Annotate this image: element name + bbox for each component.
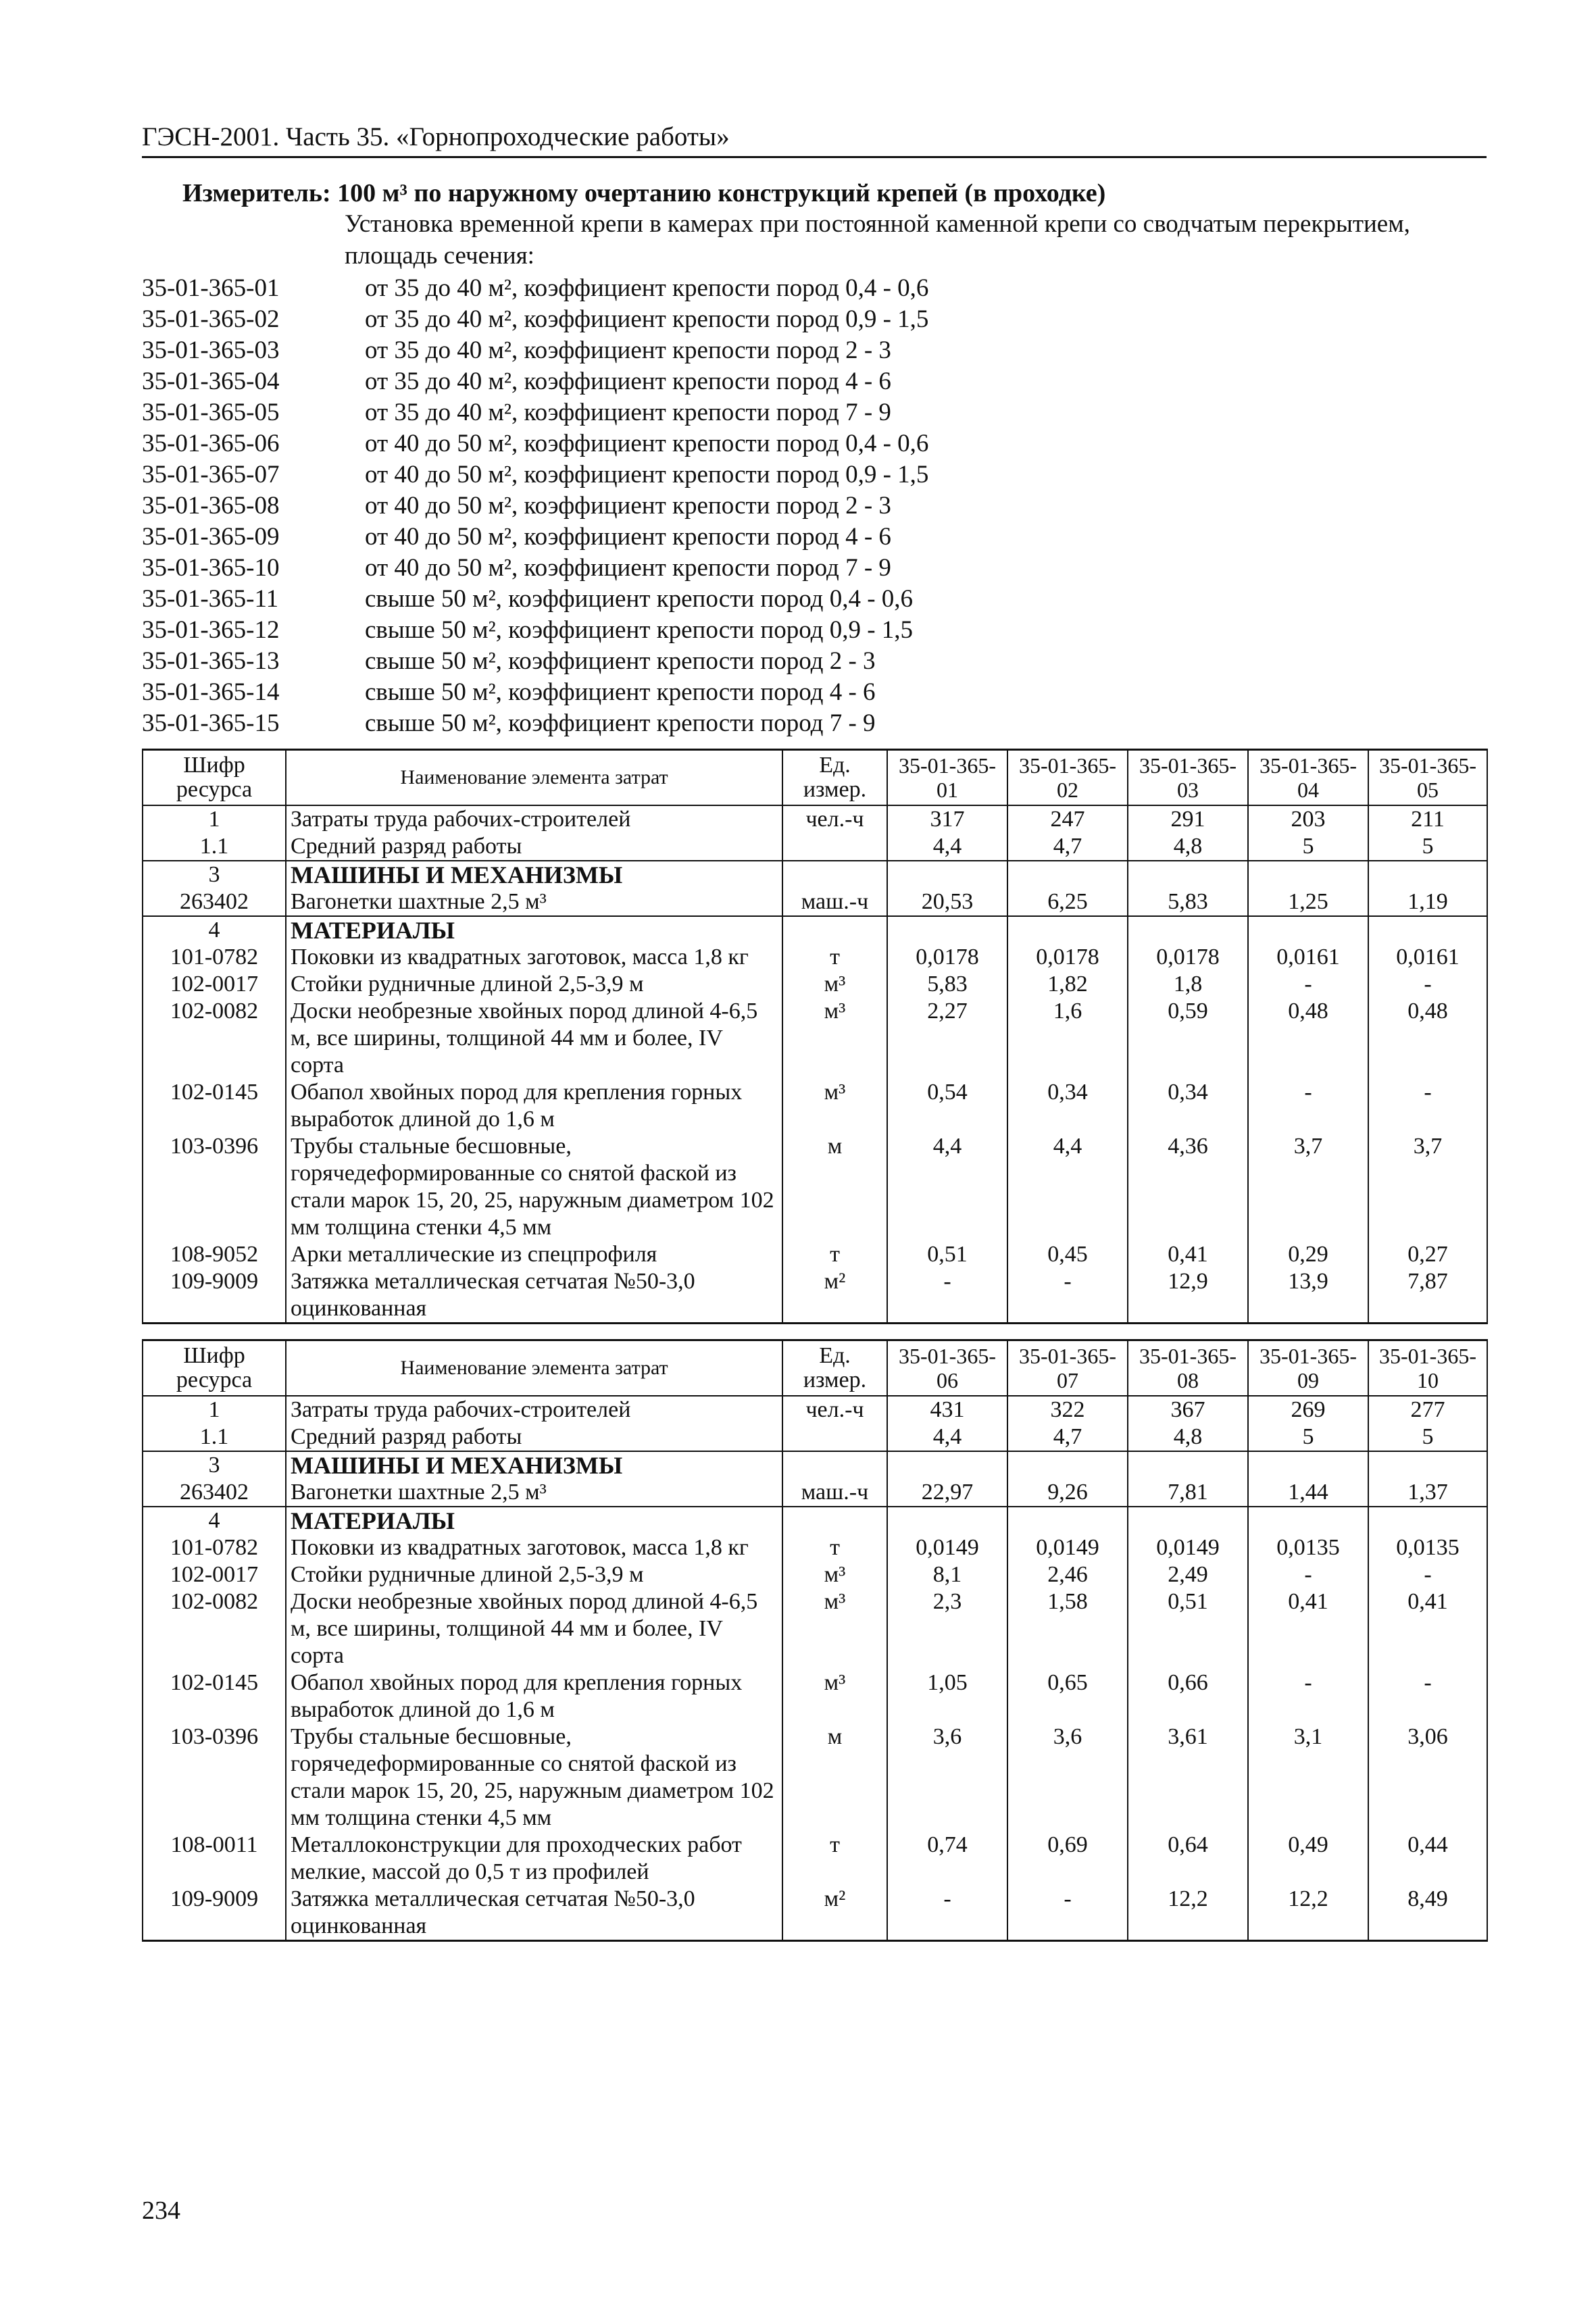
- value-cell: 0,0178: [1128, 944, 1248, 971]
- section-title: МАШИНЫ И МЕХАНИЗМЫ: [286, 1451, 782, 1479]
- value-cell: 211: [1368, 805, 1487, 833]
- value-cell: 0,0149: [1007, 1534, 1128, 1561]
- header-norm-column: 35-01-365-09: [1248, 1340, 1368, 1397]
- element-name: Арки металлические из спецпрофиля: [286, 1241, 782, 1268]
- value-cell: 22,97: [887, 1479, 1007, 1507]
- element-name: Затраты труда рабочих-строителей: [286, 1396, 782, 1424]
- value-cell: 4,7: [1007, 833, 1128, 861]
- header-norm-column: 35-01-365-05: [1368, 750, 1487, 806]
- table-row: [143, 916, 1487, 944]
- table-row: [143, 1479, 1487, 1507]
- norm-code: 35-01-365-13: [142, 647, 280, 675]
- resource-code: 109-9009: [143, 1886, 286, 1941]
- norm-code: 35-01-365-10: [142, 554, 280, 582]
- value-cell: [1368, 916, 1487, 944]
- table-row: [143, 1396, 1487, 1424]
- value-cell: -: [1248, 1669, 1368, 1724]
- norm-description: от 40 до 50 м², коэффициент крепости пород 2 - 3: [365, 492, 891, 520]
- value-cell: 322: [1007, 1396, 1128, 1424]
- table-row: [143, 1241, 1487, 1268]
- unit-cell: т: [782, 944, 887, 971]
- header-resource-code: Шифр ресурса: [143, 1340, 286, 1397]
- norm-description: от 40 до 50 м², коэффициент крепости пород 0,4 - 0,6: [365, 430, 929, 457]
- value-cell: 431: [887, 1396, 1007, 1424]
- value-cell: 0,41: [1368, 1588, 1487, 1669]
- value-cell: 291: [1128, 805, 1248, 833]
- resource-code: 102-0082: [143, 998, 286, 1079]
- resource-table: [142, 1339, 1488, 1942]
- section-title: МАТЕРИАЛЫ: [286, 916, 782, 944]
- unit-cell: т: [782, 1832, 887, 1886]
- unit-cell: чел.-ч: [782, 805, 887, 833]
- norm-code: 35-01-365-07: [142, 461, 280, 488]
- value-cell: 5,83: [887, 971, 1007, 998]
- table-row: [143, 1133, 1487, 1241]
- value-cell: 0,41: [1248, 1588, 1368, 1669]
- element-name: Поковки из квадратных заготовок, масса 1,8 кг: [286, 1534, 782, 1561]
- value-cell: -: [1248, 1079, 1368, 1133]
- value-cell: 13,9: [1248, 1268, 1368, 1324]
- code-list-item: [142, 459, 1487, 491]
- value-cell: 0,51: [1128, 1588, 1248, 1669]
- unit-cell: [782, 916, 887, 944]
- value-cell: 0,0135: [1368, 1534, 1487, 1561]
- unit-cell: маш.-ч: [782, 888, 887, 916]
- table-header-row: [143, 750, 1487, 806]
- value-cell: 0,0149: [887, 1534, 1007, 1561]
- value-cell: 1,8: [1128, 971, 1248, 998]
- value-cell: 4,7: [1007, 1424, 1128, 1451]
- table-header-row: [143, 1340, 1487, 1397]
- value-cell: -: [1368, 1079, 1487, 1133]
- value-cell: [1368, 861, 1487, 888]
- value-cell: 1,82: [1007, 971, 1128, 998]
- code-list-item: [142, 646, 1487, 677]
- code-list-item: [142, 708, 1487, 739]
- value-cell: 0,48: [1368, 998, 1487, 1079]
- value-cell: 0,48: [1248, 998, 1368, 1079]
- code-list-item: [142, 553, 1487, 584]
- resource-code: 101-0782: [143, 944, 286, 971]
- norm-description: от 40 до 50 м², коэффициент крепости пород 4 - 6: [365, 523, 891, 551]
- header-element-name: Наименование элемента затрат: [286, 1340, 782, 1397]
- header-resource-code: Шифр ресурса: [143, 750, 286, 806]
- header-norm-column: 35-01-365-03: [1128, 750, 1248, 806]
- unit-cell: [782, 1424, 887, 1451]
- measure-heading: Измеритель: 100 м³ по наружному очертанию конструкций крепей (в проходке): [182, 179, 1106, 207]
- resource-code: 3: [143, 1451, 286, 1479]
- unit-cell: м²: [782, 1886, 887, 1941]
- value-cell: 0,54: [887, 1079, 1007, 1133]
- value-cell: 8,49: [1368, 1886, 1487, 1941]
- value-cell: [1368, 1507, 1487, 1534]
- header-norm-column: 35-01-365-04: [1248, 750, 1368, 806]
- value-cell: [887, 1451, 1007, 1479]
- value-cell: 2,49: [1128, 1561, 1248, 1588]
- value-cell: [1007, 1507, 1128, 1534]
- value-cell: [1128, 1451, 1248, 1479]
- section-title: МАШИНЫ И МЕХАНИЗМЫ: [286, 861, 782, 888]
- norm-code: 35-01-365-04: [142, 368, 280, 395]
- resource-code: 102-0145: [143, 1079, 286, 1133]
- header-norm-column: 35-01-365-10: [1368, 1340, 1487, 1397]
- element-name: Вагонетки шахтные 2,5 м³: [286, 1479, 782, 1507]
- table-row: [143, 1507, 1487, 1534]
- element-name: Обапол хвойных пород для крепления горных выработок длиной до 1,6 м: [286, 1079, 782, 1133]
- header-norm-column: 35-01-365-02: [1007, 750, 1128, 806]
- value-cell: 3,6: [887, 1724, 1007, 1832]
- norm-code: 35-01-365-11: [142, 585, 279, 613]
- value-cell: -: [1368, 971, 1487, 998]
- unit-cell: м: [782, 1133, 887, 1241]
- header-norm-column: 35-01-365-07: [1007, 1340, 1128, 1397]
- norm-description: от 35 до 40 м², коэффициент крепости пород 2 - 3: [365, 336, 891, 364]
- code-list-item: [142, 366, 1487, 397]
- resource-code: 1: [143, 805, 286, 833]
- value-cell: 4,4: [887, 833, 1007, 861]
- norm-code: 35-01-365-01: [142, 274, 280, 302]
- table-row: [143, 888, 1487, 916]
- value-cell: 203: [1248, 805, 1368, 833]
- value-cell: -: [1248, 1561, 1368, 1588]
- value-cell: 0,59: [1128, 998, 1248, 1079]
- value-cell: 1,05: [887, 1669, 1007, 1724]
- unit-cell: маш.-ч: [782, 1479, 887, 1507]
- value-cell: 0,0161: [1248, 944, 1368, 971]
- element-name: Средний разряд работы: [286, 1424, 782, 1451]
- resource-code: 263402: [143, 888, 286, 916]
- norm-code: 35-01-365-06: [142, 430, 280, 457]
- norm-code: 35-01-365-14: [142, 678, 280, 706]
- value-cell: 3,06: [1368, 1724, 1487, 1832]
- table-row: [143, 971, 1487, 998]
- norm-description: свыше 50 м², коэффициент крепости пород 0,4 - 0,6: [365, 585, 914, 613]
- code-list-item: [142, 522, 1487, 553]
- norm-description: свыше 50 м², коэффициент крепости пород 4 - 6: [365, 678, 876, 706]
- value-cell: 0,0161: [1368, 944, 1487, 971]
- code-list-item: [142, 397, 1487, 428]
- value-cell: [887, 861, 1007, 888]
- value-cell: 0,0149: [1128, 1534, 1248, 1561]
- resource-code: 4: [143, 916, 286, 944]
- value-cell: 0,0178: [887, 944, 1007, 971]
- resource-code: 4: [143, 1507, 286, 1534]
- resource-tables: [142, 749, 1487, 1942]
- norm-code: 35-01-365-05: [142, 399, 280, 426]
- value-cell: [1007, 1451, 1128, 1479]
- value-cell: 0,0178: [1007, 944, 1128, 971]
- value-cell: -: [1368, 1561, 1487, 1588]
- resource-code: 102-0082: [143, 1588, 286, 1669]
- code-list: [142, 273, 1487, 739]
- norm-description: от 40 до 50 м², коэффициент крепости пород 7 - 9: [365, 554, 891, 582]
- value-cell: -: [887, 1886, 1007, 1941]
- element-name: Средний разряд работы: [286, 833, 782, 861]
- table-row: [143, 1424, 1487, 1451]
- value-cell: [1248, 861, 1368, 888]
- header-element-name: Наименование элемента затрат: [286, 750, 782, 806]
- value-cell: 1,6: [1007, 998, 1128, 1079]
- value-cell: 1,58: [1007, 1588, 1128, 1669]
- value-cell: [1128, 916, 1248, 944]
- code-list-item: [142, 428, 1487, 459]
- code-list-item: [142, 615, 1487, 646]
- norm-code: 35-01-365-02: [142, 305, 280, 333]
- code-list-item: [142, 584, 1487, 615]
- element-name: Затяжка металлическая сетчатая №50-3,0 оцинкованная: [286, 1268, 782, 1324]
- value-cell: 0,74: [887, 1832, 1007, 1886]
- value-cell: 7,87: [1368, 1268, 1487, 1324]
- unit-cell: т: [782, 1534, 887, 1561]
- value-cell: [887, 1507, 1007, 1534]
- value-cell: 4,8: [1128, 1424, 1248, 1451]
- table-row: [143, 1832, 1487, 1886]
- value-cell: 0,34: [1128, 1079, 1248, 1133]
- table-row: [143, 1724, 1487, 1832]
- value-cell: 0,44: [1368, 1832, 1487, 1886]
- header-norm-column: 35-01-365-01: [887, 750, 1007, 806]
- section-title: МАТЕРИАЛЫ: [286, 1507, 782, 1534]
- value-cell: 4,36: [1128, 1133, 1248, 1241]
- code-list-item: [142, 304, 1487, 335]
- value-cell: [1007, 916, 1128, 944]
- value-cell: 2,3: [887, 1588, 1007, 1669]
- value-cell: 0,51: [887, 1241, 1007, 1268]
- value-cell: 1,25: [1248, 888, 1368, 916]
- element-name: Поковки из квадратных заготовок, масса 1,8 кг: [286, 944, 782, 971]
- value-cell: 0,29: [1248, 1241, 1368, 1268]
- unit-cell: м³: [782, 998, 887, 1079]
- norm-description: свыше 50 м², коэффициент крепости пород 7 - 9: [365, 709, 876, 737]
- value-cell: 317: [887, 805, 1007, 833]
- element-name: Стойки рудничные длиной 2,5-3,9 м: [286, 971, 782, 998]
- value-cell: 12,2: [1128, 1886, 1248, 1941]
- value-cell: 277: [1368, 1396, 1487, 1424]
- value-cell: 1,44: [1248, 1479, 1368, 1507]
- norm-code: 35-01-365-12: [142, 616, 280, 644]
- resource-code: 103-0396: [143, 1724, 286, 1832]
- value-cell: 0,0135: [1248, 1534, 1368, 1561]
- unit-cell: м³: [782, 1669, 887, 1724]
- resource-code: 102-0017: [143, 1561, 286, 1588]
- resource-code: 3: [143, 861, 286, 888]
- value-cell: 7,81: [1128, 1479, 1248, 1507]
- value-cell: 0,41: [1128, 1241, 1248, 1268]
- resource-table: [142, 749, 1488, 1324]
- value-cell: 3,1: [1248, 1724, 1368, 1832]
- unit-cell: м²: [782, 1268, 887, 1324]
- table-row: [143, 1451, 1487, 1479]
- unit-cell: т: [782, 1241, 887, 1268]
- code-list-item: [142, 677, 1487, 708]
- value-cell: [1248, 1507, 1368, 1534]
- unit-cell: м³: [782, 1079, 887, 1133]
- value-cell: [1128, 861, 1248, 888]
- value-cell: 3,61: [1128, 1724, 1248, 1832]
- value-cell: [1248, 1451, 1368, 1479]
- resource-code: 1.1: [143, 1424, 286, 1451]
- unit-cell: [782, 1451, 887, 1479]
- header-norm-column: 35-01-365-06: [887, 1340, 1007, 1397]
- value-cell: 4,4: [1007, 1133, 1128, 1241]
- element-name: Затраты труда рабочих-строителей: [286, 805, 782, 833]
- norm-description: свыше 50 м², коэффициент крепости пород 0,9 - 1,5: [365, 616, 914, 644]
- value-cell: 3,6: [1007, 1724, 1128, 1832]
- value-cell: [1368, 1451, 1487, 1479]
- table-row: [143, 805, 1487, 833]
- value-cell: 4,4: [887, 1424, 1007, 1451]
- value-cell: 12,9: [1128, 1268, 1248, 1324]
- header-unit: Ед. измер.: [782, 1340, 887, 1397]
- resource-code: 1.1: [143, 833, 286, 861]
- table-row: [143, 1886, 1487, 1941]
- element-name: Трубы стальные бесшовные, горячедеформированные со снятой фаской из стали марок 15, 20, 25, наружным диаметром 102 мм толщина стенки 4,5 мм: [286, 1133, 782, 1241]
- element-name: Вагонетки шахтные 2,5 м³: [286, 888, 782, 916]
- header-norm-column: 35-01-365-08: [1128, 1340, 1248, 1397]
- work-description: Установка временной крепи в камерах при постоянной каменной крепи со сводчатым перекрытием, площадь сечения:: [345, 210, 1410, 270]
- resource-code: 108-9052: [143, 1241, 286, 1268]
- table-row: [143, 861, 1487, 888]
- page-number: 234: [142, 2196, 180, 2225]
- norm-code: 35-01-365-15: [142, 709, 280, 737]
- value-cell: 2,46: [1007, 1561, 1128, 1588]
- value-cell: 0,65: [1007, 1669, 1128, 1724]
- table-row: [143, 1588, 1487, 1669]
- norm-description: свыше 50 м², коэффициент крепости пород 2 - 3: [365, 647, 876, 675]
- unit-cell: м³: [782, 1561, 887, 1588]
- unit-cell: [782, 1507, 887, 1534]
- resource-code: 1: [143, 1396, 286, 1424]
- value-cell: -: [887, 1268, 1007, 1324]
- element-name: Доски необрезные хвойных пород длиной 4-6,5 м, все ширины, толщиной 44 мм и более, IV сорта: [286, 998, 782, 1079]
- resource-code: 101-0782: [143, 1534, 286, 1561]
- value-cell: [887, 916, 1007, 944]
- value-cell: -: [1007, 1268, 1128, 1324]
- value-cell: 8,1: [887, 1561, 1007, 1588]
- element-name: Обапол хвойных пород для крепления горных выработок длиной до 1,6 м: [286, 1669, 782, 1724]
- norm-description: от 40 до 50 м², коэффициент крепости пород 0,9 - 1,5: [365, 461, 929, 488]
- code-list-item: [142, 491, 1487, 522]
- document-page: [142, 122, 1487, 1942]
- table-row: [143, 998, 1487, 1079]
- value-cell: 9,26: [1007, 1479, 1128, 1507]
- value-cell: 0,64: [1128, 1832, 1248, 1886]
- norm-code: 35-01-365-09: [142, 523, 280, 551]
- value-cell: 1,37: [1368, 1479, 1487, 1507]
- value-cell: -: [1248, 971, 1368, 998]
- header-unit: Ед. измер.: [782, 750, 887, 806]
- value-cell: 269: [1248, 1396, 1368, 1424]
- norm-description: от 35 до 40 м², коэффициент крепости пород 0,4 - 0,6: [365, 274, 929, 302]
- norm-description: от 35 до 40 м², коэффициент крепости пород 0,9 - 1,5: [365, 305, 929, 333]
- table-row: [143, 1268, 1487, 1324]
- table-row: [143, 1079, 1487, 1133]
- value-cell: 20,53: [887, 888, 1007, 916]
- value-cell: 0,49: [1248, 1832, 1368, 1886]
- value-cell: 4,8: [1128, 833, 1248, 861]
- element-name: Металлоконструкции для проходческих работ мелкие, массой до 0,5 т из профилей: [286, 1832, 782, 1886]
- unit-cell: [782, 861, 887, 888]
- value-cell: 12,2: [1248, 1886, 1368, 1941]
- table-row: [143, 1534, 1487, 1561]
- value-cell: [1007, 861, 1128, 888]
- resource-code: 109-9009: [143, 1268, 286, 1324]
- value-cell: [1248, 916, 1368, 944]
- unit-cell: чел.-ч: [782, 1396, 887, 1424]
- value-cell: 5,83: [1128, 888, 1248, 916]
- value-cell: 2,27: [887, 998, 1007, 1079]
- value-cell: 5: [1248, 1424, 1368, 1451]
- unit-cell: м³: [782, 971, 887, 998]
- norm-code: 35-01-365-03: [142, 336, 280, 364]
- value-cell: -: [1007, 1886, 1128, 1941]
- element-name: Стойки рудничные длиной 2,5-3,9 м: [286, 1561, 782, 1588]
- value-cell: 4,4: [887, 1133, 1007, 1241]
- norm-description: от 35 до 40 м², коэффициент крепости пород 7 - 9: [365, 399, 891, 426]
- table-row: [143, 1669, 1487, 1724]
- unit-cell: м: [782, 1724, 887, 1832]
- value-cell: 5: [1368, 1424, 1487, 1451]
- resource-code: 102-0017: [143, 971, 286, 998]
- value-cell: 0,34: [1007, 1079, 1128, 1133]
- value-cell: 5: [1248, 833, 1368, 861]
- element-name: Трубы стальные бесшовные, горячедеформированные со снятой фаской из стали марок 15, 20, 25, наружным диаметром 102 мм толщина стенки 4,5 мм: [286, 1724, 782, 1832]
- value-cell: 0,69: [1007, 1832, 1128, 1886]
- element-name: Доски необрезные хвойных пород длиной 4-6,5 м, все ширины, толщиной 44 мм и более, IV сорта: [286, 1588, 782, 1669]
- value-cell: -: [1368, 1669, 1487, 1724]
- value-cell: 6,25: [1007, 888, 1128, 916]
- norm-code: 35-01-365-08: [142, 492, 280, 520]
- resource-code: 103-0396: [143, 1133, 286, 1241]
- code-list-item: [142, 335, 1487, 366]
- element-name: Затяжка металлическая сетчатая №50-3,0 оцинкованная: [286, 1886, 782, 1941]
- running-header: ГЭСН-2001. Часть 35. «Горнопроходческие работы»: [142, 122, 1487, 158]
- value-cell: 0,66: [1128, 1669, 1248, 1724]
- value-cell: 247: [1007, 805, 1128, 833]
- value-cell: 3,7: [1368, 1133, 1487, 1241]
- code-list-item: [142, 273, 1487, 304]
- norm-description: от 35 до 40 м², коэффициент крепости пород 4 - 6: [365, 368, 891, 395]
- value-cell: 5: [1368, 833, 1487, 861]
- table-row: [143, 944, 1487, 971]
- resource-code: 108-0011: [143, 1832, 286, 1886]
- value-cell: 1,19: [1368, 888, 1487, 916]
- value-cell: 3,7: [1248, 1133, 1368, 1241]
- resource-code: 263402: [143, 1479, 286, 1507]
- value-cell: [1128, 1507, 1248, 1534]
- unit-cell: м³: [782, 1588, 887, 1669]
- resource-code: 102-0145: [143, 1669, 286, 1724]
- value-cell: 0,45: [1007, 1241, 1128, 1268]
- unit-cell: [782, 833, 887, 861]
- value-cell: 367: [1128, 1396, 1248, 1424]
- table-row: [143, 833, 1487, 861]
- table-row: [143, 1561, 1487, 1588]
- value-cell: 0,27: [1368, 1241, 1487, 1268]
